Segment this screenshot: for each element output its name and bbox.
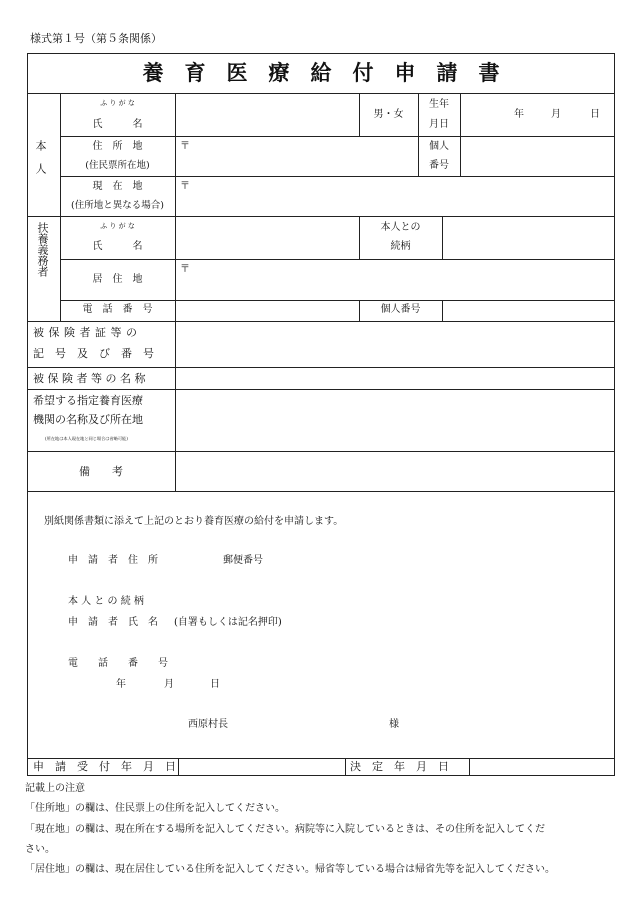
remarks-label: 備 考 [79,465,123,478]
fuyo-residence-label: 居 住 地 [92,274,143,285]
application-month: 月 [164,679,174,690]
village-head: 西原村長 [188,719,228,730]
fuyo-name-label: 氏 名 [92,241,143,252]
note-2: 「現在地」の欄は、現在所在する場所を記入してください。病院等に入院しているときは、その住所を記入してくだ [25,824,545,835]
honorific: 様 [389,719,399,730]
postal-code-label: 郵便番号 [223,555,263,566]
fuyo-label: 扶養義務者 [36,222,49,277]
honnin-birth-label-1: 生年 [429,99,449,110]
note-2-cont: さい。 [25,844,55,855]
form-label: 様式第１号（第５条関係） [30,32,162,45]
insured-no-label-2: 記 号 及 び 番 号 [33,347,154,360]
decision-date-label: 決 定 年 月 日 [350,760,449,773]
honnin-gender: 男・女 [373,109,404,120]
honnin-birth-month: 月 [551,109,561,120]
honnin-label: 本人 [34,140,47,186]
honnin-birth-year: 年 [514,109,524,120]
fuyo-phone-label: 電 話 番 号 [82,304,153,315]
hospital-note: (所在地は本人現在地と同じ場合は省略可能) [45,436,128,441]
honnin-address-sub: (住民票所在地) [85,160,150,171]
relation-label: 本 人 と の 続 柄 [68,596,144,607]
applicant-address-label: 申 請 者 住 所 [68,555,158,566]
form-title: 養 育 医 療 給 付 申 請 書 [142,60,500,85]
insurer-name-label: 被 保 険 者 等 の 名 称 [33,372,146,385]
honnin-furigana-label: ふ り が な [100,99,135,107]
honnin-address-postal-mark: 〒 [180,141,190,152]
applicant-name-label: 申 請 者 氏 名 [68,617,158,628]
signature-note: (自署もしくは記名押印) [174,617,282,628]
application-day: 日 [210,679,220,690]
notes-title: 記載上の注意 [25,783,85,794]
note-3: 「居住地」の欄は、現在居住している住所を記入してください。帰省等している場合は帰省先等を記入してください。 [25,864,555,875]
fuyo-residence-postal-mark: 〒 [180,264,190,275]
fuyo-mynumber-label: 個人番号 [380,304,421,315]
honnin-birth-day: 日 [590,109,600,120]
receipt-date-label: 申 請 受 付 年 月 日 [33,760,176,773]
honnin-current-label: 現 在 地 [92,181,143,192]
note-1: 「住所地」の欄は、住民票上の住所を記入してください。 [25,803,285,814]
honnin-name-label: 氏 名 [92,119,143,130]
honnin-address-label: 住 所 地 [92,141,143,152]
hospital-label-1: 希望する指定養育医療 [33,394,143,407]
honnin-current-sub: (住所地と異なる場合) [71,200,164,211]
fuyo-furigana-label: ふ り が な [100,222,135,230]
insured-no-label-1: 被 保 険 者 証 等 の [33,326,138,339]
application-year: 年 [116,679,126,690]
honnin-current-postal-mark: 〒 [180,181,190,192]
honnin-mynumber-label-2: 番号 [429,160,449,171]
fuyo-relation-label-2: 続柄 [390,241,411,252]
application-phone-label: 電 話 番 号 [68,658,168,669]
hospital-label-2: 機関の名称及び所在地 [33,413,143,426]
honnin-mynumber-label-1: 個人 [429,141,449,152]
fuyo-relation-label-1: 本人との [380,222,421,233]
honnin-birth-label-2: 月日 [429,119,449,130]
application-statement: 別紙関係書類に添えて上記のとおり養育医療の給付を申請します。 [44,516,344,527]
